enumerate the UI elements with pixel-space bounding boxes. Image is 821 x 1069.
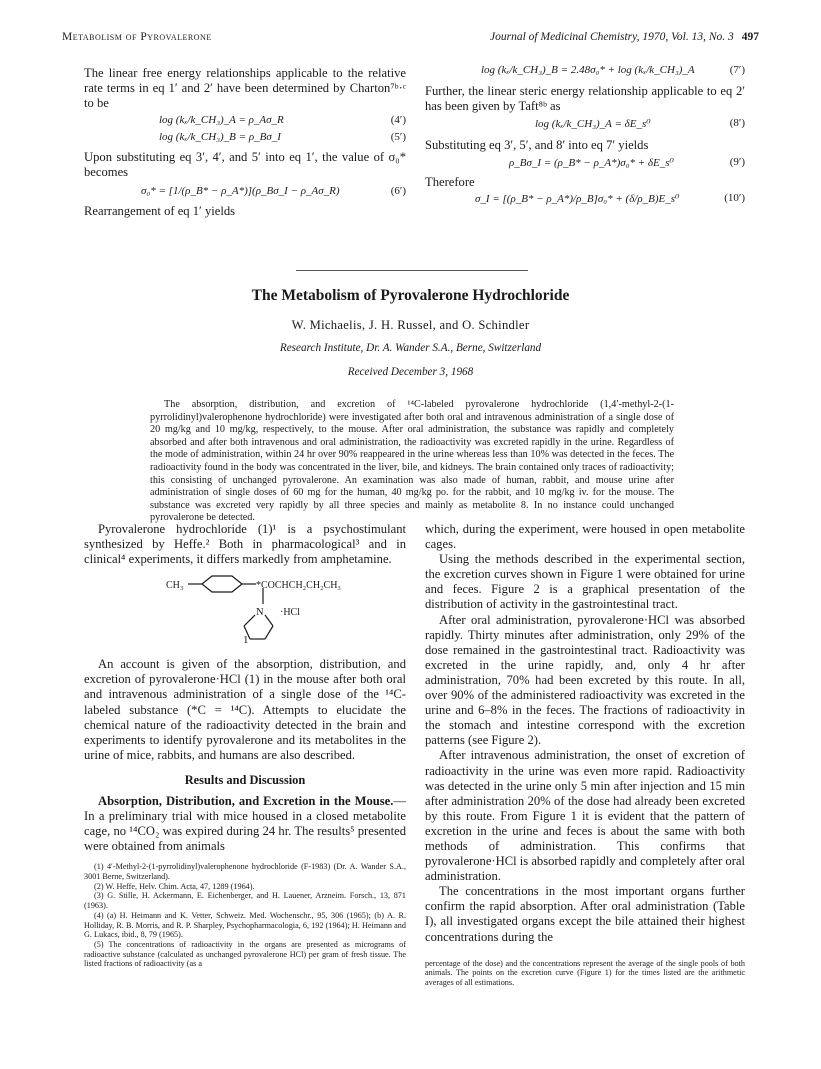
equation-6 <box>84 185 406 202</box>
equation-7-number: (7′) <box>729 64 745 76</box>
oral-administration-paragraph: After oral administration, pyrovalerone·HCl was absorbed rapidly. Thirty minutes after administration, only 29% of the dose remained in the gastrointestinal tract. Radioactivity was excreted in the urine rapidly, and, only 4 hr after administration, 70% had been excreted by this route. In all, over 90% of the administered radioactivity was excreted in the urine and 6–8% in the feces. The fractions of radioactivity in the stomach and intestine correspond with the excretion patterns (see Figure 2). <box>425 612 745 748</box>
cages-paragraph: which, during the experiment, were housed in open metabolite cages. <box>425 522 745 552</box>
intro-paragraph: Pyrovalerone hydrochloride (1)¹ is a psychostimulant synthesized by Heffe.² Both in pharmacological³ and in clinical⁴ experiments, it differs markedly from amphetamine. <box>84 522 406 567</box>
equation-10-number: (10′) <box>724 192 745 205</box>
pyrovalerone-structure <box>84 571 406 651</box>
top-left-paragraph-3: Rearrangement of eq 1′ yields <box>84 204 236 219</box>
footnote-5: (5) The concentrations of radioactivity in the organs are presented as micrograms of radioactive substance (calculated as unchanged pyrovalerone HCl) per gram of fresh tissue. The listed fractions of radioactivity (as a <box>84 939 406 969</box>
top-right-paragraph-3: Therefore <box>425 175 475 190</box>
equation-9-number: (9′) <box>729 156 745 169</box>
body-left-column <box>84 522 406 969</box>
footnote-4: (4) (a) H. Heimann and K. Vetter, Schweiz. Med. Wochenschr., 95, 306 (1965); (b) A. R. Holliday, R. B. Morris, and R. P. Sharpley, Psychopharmacologia, 6, 192 (1964); H. Heimann and G. Lukacs, ibid., 8, 79 (1965). <box>84 910 406 940</box>
equation-9-expression: ρ_Bσ_I = (ρ_B* − ρ_A*)σ₀* + δE_s⁰ <box>509 157 674 170</box>
top-right-column <box>425 64 745 209</box>
structure-ch3-label: CH₃ <box>166 580 184 592</box>
structure-hcl-label: ·HCl <box>280 607 300 619</box>
equation-4-expression: log (kₓ/k_CH₃)_A = ρ_Aσ_R <box>159 114 284 127</box>
footnote-continuation: percentage of the dose) and the concentrations represent the average of the single pools of both animals. The points on the excretion curve (Figure 1) for the times listed are the arithmetic averages of all estimations. <box>425 958 745 988</box>
running-head-title: Metabolism of Pyrovalerone <box>62 31 212 43</box>
top-right-paragraph-2: Substituting eq 3′, 5′, and 8′ into eq 7′ yields <box>425 138 649 153</box>
intravenous-administration-paragraph: After intravenous administration, the onset of excretion of radioactivity in the urine was even more rapid. Radioactivity was detected in the urine only 5 min after injection and 15 min after administration 20% of the dose had already been excreted by this route. From Figure 1 it is evident that the pattern of excretion in the urine and feces is about the same with both methods of administration. This confirms that pyrovalerone·HCl is absorbed rapidly and completely after oral administration. <box>425 748 745 884</box>
article-title: The Metabolism of Pyrovalerone Hydrochloride <box>251 287 570 304</box>
journal-citation: Journal of Medicinal Chemistry, 1970, Vol. 13, No. 3 <box>490 31 734 43</box>
footnotes <box>84 862 406 969</box>
top-left-paragraph-2: Upon substituting eq 3′, 4′, and 5′ into eq 1′, the value of σ₀* becomes <box>84 150 406 180</box>
top-right-paragraph-1: Further, the linear steric energy relationship applicable to eq 2′ has been given by Taft⁸ᵇ as <box>425 84 745 114</box>
equation-7 <box>425 64 745 81</box>
running-head-journal <box>490 31 759 43</box>
methods-paragraph: Using the methods described in the experimental section, the excretion curves shown in Figure 1 were obtained for urine and feces. Figure 2 is a graphical presentation of the distribution of activity in the gastrointestinal tract. <box>425 552 745 612</box>
account-paragraph: An account is given of the absorption, distribution, and excretion of pyrovalerone·HCl (1) in the mouse after both oral and intravenous administration of a single dose of the ¹⁴C-labeled substance (*C = ¹⁴C). Attempts to elucidate the chemical nature of the radioactivity detected in the brain and experiments to identify pyrovalerone and its metabolites in the urine of mice, rabbits, and humans are also described. <box>84 657 406 762</box>
article-affiliation: Research Institute, Dr. A. Wander S.A., Berne, Switzerland <box>279 342 542 354</box>
equation-10 <box>425 192 745 209</box>
footnote-2: (2) W. Heffe, Helv. Chim. Acta, 47, 1289 (1964). <box>94 881 255 891</box>
equation-4 <box>84 114 406 131</box>
structure-chain-label: *COCHCH₂CH₂CH₃ <box>256 580 341 592</box>
article-authors: W. Michaelis, J. H. Russel, and O. Schindler <box>291 318 530 332</box>
absorption-paragraph <box>84 794 406 854</box>
equation-8 <box>425 117 745 134</box>
footnote-1: (1) 4′-Methyl-2-(1-pyrrolidinyl)valerophenone hydrochloride (F-1983) (Dr. A. Wander S.A., 3001 Berne, Switzerland). <box>84 862 406 882</box>
footnote-3: (3) G. Stille, H. Ackermann, E. Eichenberger, and H. Lauener, Arzneim. Forsch., 13, 871 (1963). <box>84 891 406 911</box>
equation-5-number: (5′) <box>390 131 406 144</box>
equation-5-expression: log (kₓ/k_CH₃)_B = ρ_Bσ_I <box>159 131 281 144</box>
equation-8-expression: log (kₓ/k_CH₃)_A = δE_s⁰ <box>535 118 651 131</box>
absorption-paragraph-text: —In a preliminary trial with mice housed in a closed metabolite cage, no ¹⁴CO₂ was expired during 24 hr. The results⁵ presented were obtained from animals <box>84 793 406 854</box>
equation-6-number: (6′) <box>390 185 406 198</box>
equation-5 <box>84 131 406 148</box>
top-left-column <box>84 66 406 220</box>
equation-7-expression: log (kₓ/k_CH₃)_B = 2.48σ₀* + log (kₓ/k_CH₃)_A <box>481 64 695 76</box>
organ-concentration-paragraph: The concentrations in the most important organs further confirm the rapid absorption. After oral administration (Table I), all investigated organs except the bile attained their highest concentrations during the <box>425 884 745 944</box>
article-abstract: The absorption, distribution, and excretion of ¹⁴C-labeled pyrovalerone hydrochloride (1,4′-methyl-2-(1-pyrrolidinyl)valerophenone hydrochloride) were investigated after both oral and intravenous administration of a single dose of 20 mg/kg and 10 mg/kg, respectively, to the mouse. After oral administration, the substance was rapidly and completely absorbed and after both intravenous and oral administration, the radioactivity was excreted rapidly in the urine. Regardless of the mode of administration, within 24 hr over 90% reappeared in the urine whereas less than 10% was detected in the feces. The radioactivity found in the body was concentrated in the liver, bile, and kidneys. The brain contained only traces of radioactivity; this consisting of unchanged pyrovalerone. An examination was also made of human, rabbit, and mouse urine after administration of single doses of 60 mg for the human, 40 mg/kg po. for the rabbit, and 10 mg/kg iv. for the mouse. The substance was excreted very rapidly by all three species and mainly as metabolite 8. In no instance could unchanged pyrovalerone be detected. <box>150 399 674 524</box>
equation-9 <box>425 156 745 173</box>
body-right-column <box>425 522 745 988</box>
equation-10-expression: σ_I = [(ρ_B* − ρ_A*)/ρ_B]σ₀* + (δ/ρ_B)E_s⁰ <box>475 193 680 206</box>
results-discussion-heading: Results and Discussion <box>184 772 306 787</box>
top-left-paragraph-1: The linear free energy relationships applicable to the relative rate terms in eq 1′ and 2′ have been determined by Charton⁷ᵇ·ᶜ to be <box>84 66 406 111</box>
page-number: 497 <box>741 31 759 43</box>
running-head <box>62 31 759 47</box>
absorption-subheading: Absorption, Distribution, and Excretion in the Mouse. <box>98 793 394 808</box>
section-divider-rule <box>296 270 528 271</box>
equation-6-expression: σ₀* = [1/(ρ_B* − ρ_A*)](ρ_Bσ_I − ρ_Aσ_R) <box>141 185 340 198</box>
structure-nitrogen-label: N <box>256 607 264 619</box>
equation-4-number: (4′) <box>390 114 406 127</box>
article-received-date: Received December 3, 1968 <box>347 366 474 378</box>
compound-number-label: 1 <box>243 634 249 647</box>
equation-8-number: (8′) <box>729 117 745 130</box>
